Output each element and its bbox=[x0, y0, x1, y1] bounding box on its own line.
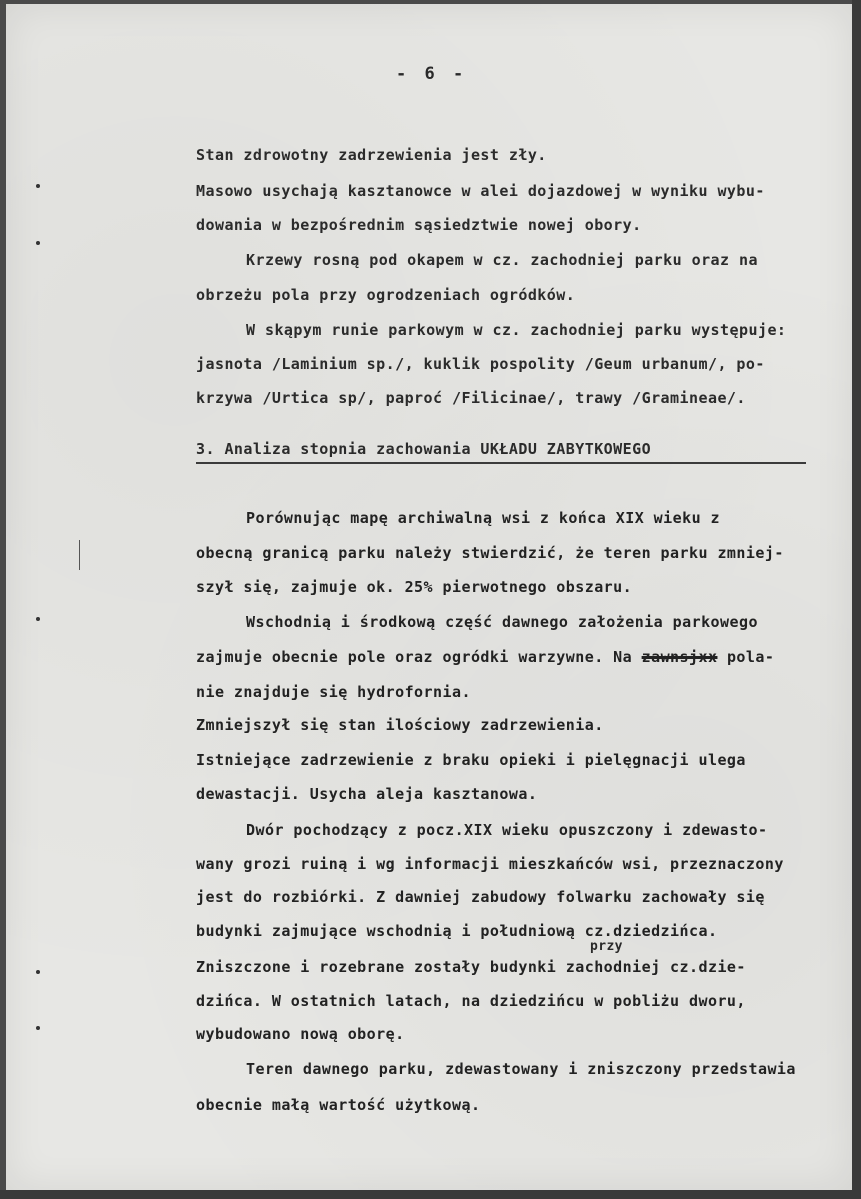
margin-mark bbox=[36, 184, 40, 188]
text-line: nie znajduje się hydrofornia. bbox=[196, 683, 471, 701]
margin-mark bbox=[36, 617, 40, 621]
text-line: krzywa /Urtica sp/, paproć /Filicinae/, trawy /Gramineae/. bbox=[196, 389, 746, 407]
text-line: wany grozi ruiną i wg informacji mieszkańców wsi, przeznaczony bbox=[196, 855, 784, 873]
text-line: dzińca. W ostatnich latach, na dziedzińcu w pobliżu dworu, bbox=[196, 992, 746, 1010]
text-line: Porównując mapę archiwalną wsi z końca XIX wieku z bbox=[246, 509, 721, 527]
text-line: dowania w bezpośrednim sąsiedztwie nowej obory. bbox=[196, 216, 642, 234]
heading-underline bbox=[196, 462, 806, 464]
page-number: - 6 - bbox=[396, 64, 468, 84]
text-line: wybudowano nową oborę. bbox=[196, 1025, 405, 1043]
text-segment: zajmuje obecnie pole oraz ogródki warzywne. Na bbox=[196, 648, 633, 666]
text-line: Istniejące zadrzewienie z braku opieki i pielęgnacji ulega bbox=[196, 751, 746, 769]
text-line-with-correction bbox=[196, 648, 774, 666]
margin-mark bbox=[36, 970, 40, 974]
text-line: Krzewy rosną pod okapem w cz. zachodniej parku oraz na bbox=[246, 251, 758, 269]
text-line: budynki zajmujące wschodnią i południową cz.dziedzińca. bbox=[196, 922, 718, 940]
margin-line bbox=[79, 540, 80, 570]
text-segment: pola- bbox=[726, 648, 775, 666]
text-line: W skąpym runie parkowym w cz. zachodniej parku występuje: bbox=[246, 321, 787, 339]
text-line: Dwór pochodzący z pocz.XIX wieku opuszczony i zdewasto- bbox=[246, 821, 768, 839]
text-line: obecnie małą wartość użytkową. bbox=[196, 1096, 481, 1114]
document-page bbox=[6, 4, 852, 1190]
text-line: Wschodnią i środkową część dawnego założenia parkowego bbox=[246, 613, 758, 631]
text-line: Zniszczone i rozebrane zostały budynki zachodniej cz.dzie- bbox=[196, 958, 746, 976]
text-line: Teren dawnego parku, zdewastowany i zniszczony przedstawia bbox=[246, 1060, 796, 1078]
text-line: Zmniejszył się stan ilościowy zadrzewienia. bbox=[196, 716, 604, 734]
struck-word: zawnsjxx bbox=[641, 648, 718, 666]
text-line: Stan zdrowotny zadrzewienia jest zły. bbox=[196, 146, 547, 164]
text-line: Masowo usychają kasztanowce w alei dojazdowej w wyniku wybu- bbox=[196, 182, 765, 200]
section-heading: 3. Analiza stopnia zachowania UKŁADU ZABYTKOWEGO bbox=[196, 440, 652, 458]
text-line: jasnota /Laminium sp./, kuklik pospolity /Geum urbanum/, po- bbox=[196, 355, 765, 373]
text-line: obrzeżu pola przy ogrodzeniach ogródków. bbox=[196, 286, 576, 304]
handwritten-insertion: przy bbox=[590, 939, 623, 954]
text-line: szył się, zajmuje ok. 25% pierwotnego obszaru. bbox=[196, 578, 633, 596]
text-line: jest do rozbiórki. Z dawniej zabudowy folwarku zachowały się bbox=[196, 888, 765, 906]
margin-mark bbox=[36, 1026, 40, 1030]
margin-mark bbox=[36, 241, 40, 245]
scan-border-bottom bbox=[0, 1190, 861, 1199]
text-line: obecną granicą parku należy stwierdzić, że teren parku zmniej- bbox=[196, 544, 784, 562]
scan-border-right bbox=[852, 0, 861, 1199]
text-line: dewastacji. Usycha aleja kasztanowa. bbox=[196, 785, 538, 803]
